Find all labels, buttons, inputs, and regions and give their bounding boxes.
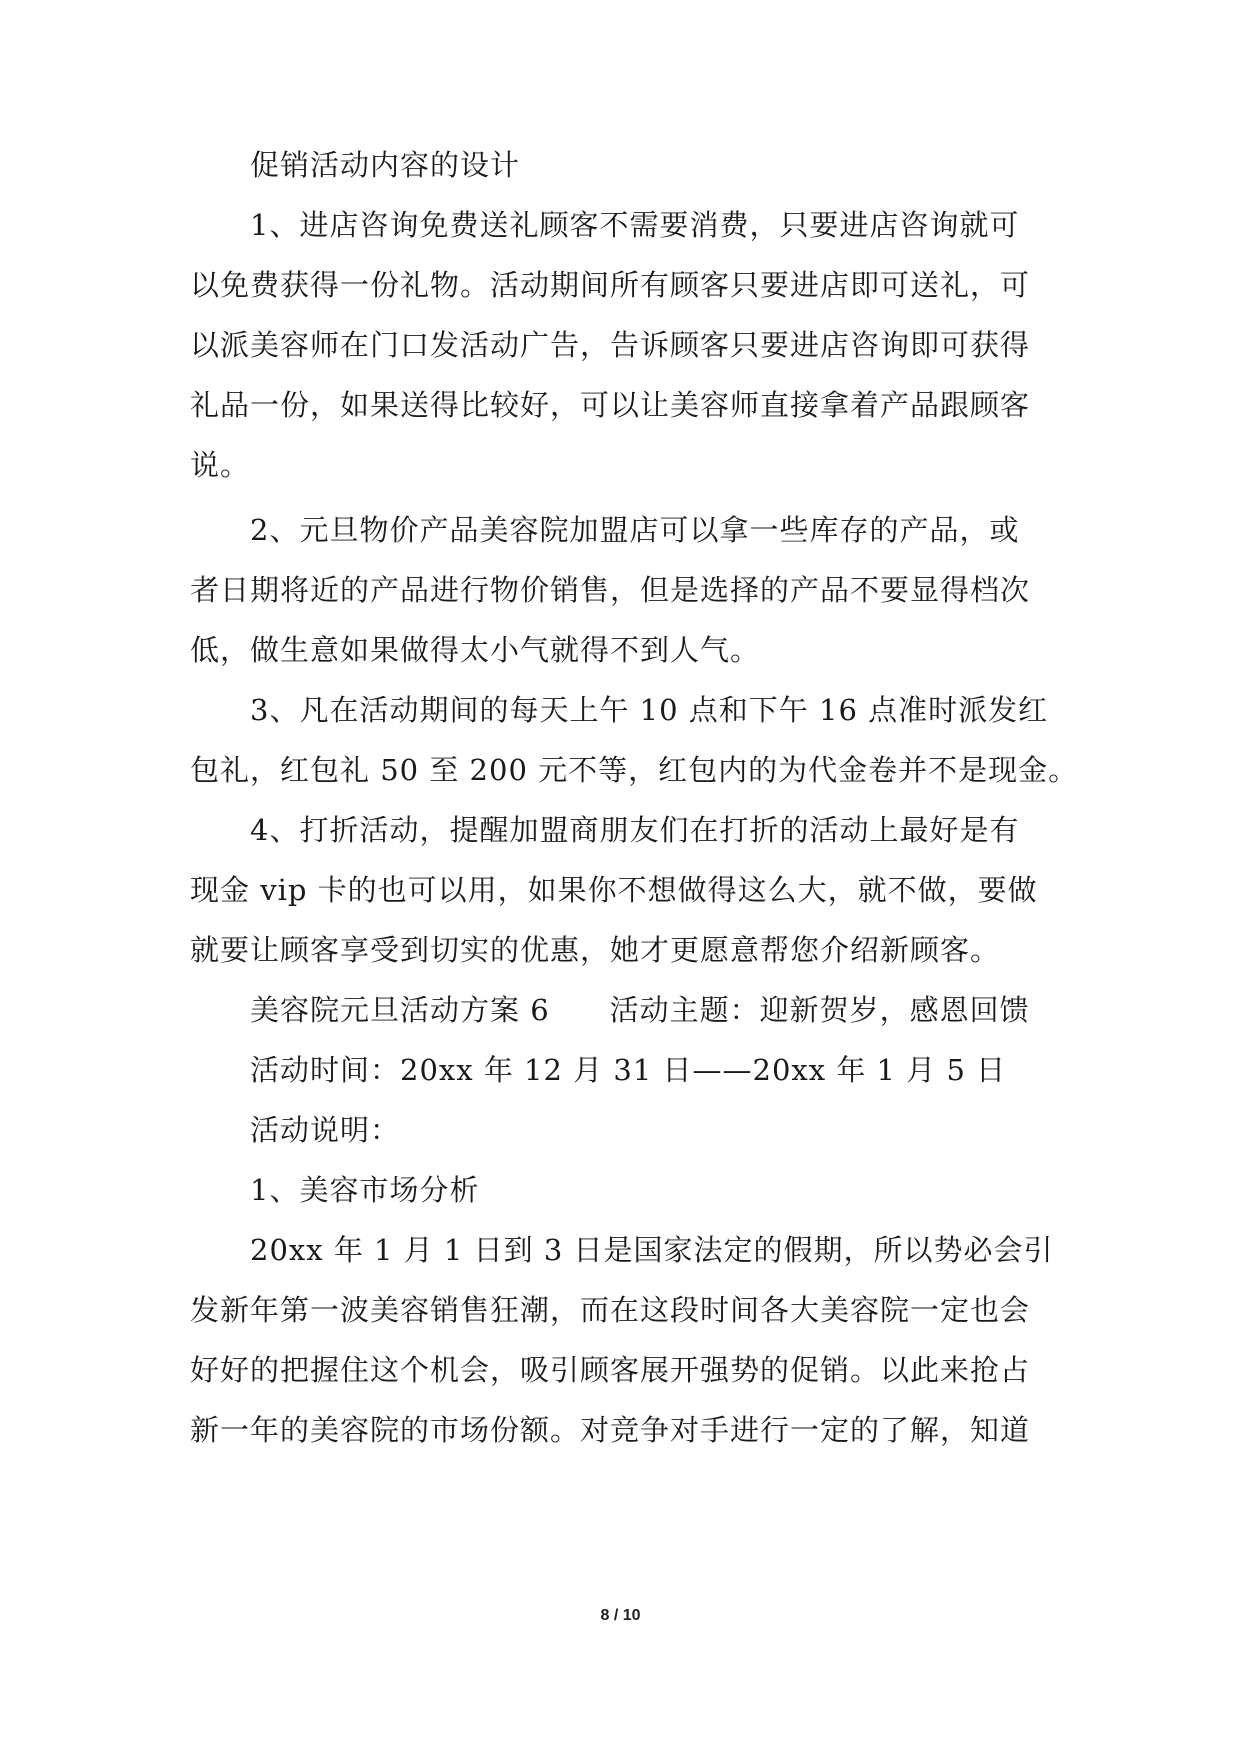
- plan-title-line: 美容院元旦活动方案 6 活动主题：迎新贺岁，感恩回馈: [250, 993, 1030, 1027]
- paragraph-line: 低，做生意如果做得太小气就得不到人气。: [190, 633, 761, 667]
- paragraph-line: 包礼，红包礼 50 至 200 元不等，红包内的为代金卷并不是现金。: [190, 753, 1079, 787]
- page-number: 8 / 10: [600, 1607, 641, 1624]
- subsection-heading: 1、美容市场分析: [250, 1173, 480, 1207]
- paragraph-line: 好好的把握住这个机会，吸引顾客展开强势的促销。以此来抢占: [190, 1353, 1031, 1387]
- paragraph-line: 以派美容师在门口发活动广告，告诉顾客只要进店咨询即可获得: [190, 328, 1031, 362]
- paragraph-line: 现金 vip 卡的也可以用，如果你不想做得这么大，就不做，要做: [190, 873, 1038, 907]
- paragraph-line: 发新年第一波美容销售狂潮，而在这段时间各大美容院一定也会: [190, 1293, 1031, 1327]
- paragraph-line: 者日期将近的产品进行物价销售，但是选择的产品不要显得档次: [190, 573, 1031, 607]
- paragraph-line: 2、元旦物价产品美容院加盟店可以拿一些库存的产品，或: [250, 513, 1020, 547]
- paragraph-line: 说。: [190, 448, 251, 482]
- paragraph-line: 礼品一份，如果送得比较好，可以让美容师直接拿着产品跟顾客: [190, 388, 1031, 422]
- paragraph-line: 3、凡在活动期间的每天上午 10 点和下午 16 点准时派发红: [250, 693, 1049, 727]
- paragraph-line: 就要让顾客享受到切实的优惠，她才更愿意帮您介绍新顾客。: [190, 933, 1001, 967]
- paragraph-line: 1、进店咨询免费送礼顾客不需要消费，只要进店咨询就可: [250, 208, 1020, 242]
- paragraph-line: 20xx 年 1 月 1 日到 3 日是国家法定的假期，所以势必会引: [250, 1233, 1054, 1267]
- paragraph-line: 新一年的美容院的市场份额。对竞争对手进行一定的了解，知道: [190, 1413, 1031, 1447]
- paragraph-line: 4、打折活动，提醒加盟商朋友们在打折的活动上最好是有: [250, 813, 1020, 847]
- activity-time-line: 活动时间：20xx 年 12 月 31 日——20xx 年 1 月 5 日: [250, 1053, 1007, 1087]
- activity-description-label: 活动说明：: [250, 1113, 401, 1147]
- paragraph-line: 以免费获得一份礼物。活动期间所有顾客只要进店即可送礼，可: [190, 268, 1031, 302]
- section-heading: 促销活动内容的设计: [250, 148, 521, 182]
